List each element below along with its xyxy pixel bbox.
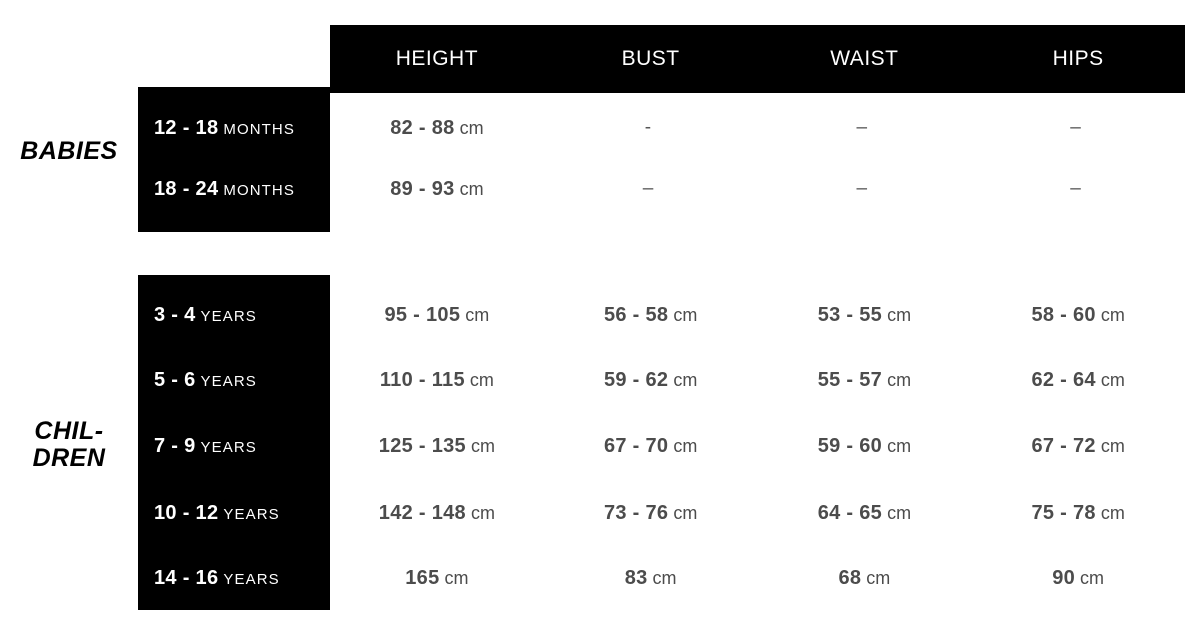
- cell-unit: cm: [465, 304, 490, 325]
- table-row: [138, 349, 1185, 411]
- row-unit: YEARS: [223, 505, 280, 523]
- row-unit: YEARS: [223, 570, 280, 588]
- group-label-children: [0, 418, 138, 472]
- table-row: [138, 482, 1185, 544]
- cell-height: [330, 502, 544, 525]
- row-label: [138, 178, 330, 201]
- table-row: [138, 97, 1185, 159]
- row-age: 3 - 4: [154, 303, 196, 326]
- row-cells: [330, 415, 1185, 477]
- cell-bust: [544, 178, 758, 200]
- row-cells: [330, 547, 1185, 609]
- table-row: [138, 284, 1185, 346]
- group-label-children-line1: CHIL-: [34, 417, 104, 445]
- cell-value: 58 - 60: [1031, 303, 1096, 326]
- cell-value: 55 - 57: [817, 368, 883, 391]
- cell-value: 125 - 135: [378, 434, 466, 457]
- cell-unit: cm: [1100, 502, 1125, 523]
- cell-hips: [971, 178, 1185, 200]
- row-age: 14 - 16: [154, 566, 219, 589]
- cell-height: [330, 567, 544, 590]
- table-row: [138, 158, 1185, 220]
- cell-value: 67 - 70: [603, 434, 669, 457]
- row-age: 5 - 6: [154, 368, 196, 391]
- table-row: [138, 415, 1185, 477]
- cell-unit: cm: [887, 304, 912, 325]
- cell-unit: cm: [1080, 567, 1105, 588]
- cell-unit: cm: [470, 502, 495, 523]
- row-cells: [330, 158, 1185, 220]
- cell-value: 64 - 65: [817, 501, 883, 524]
- cell-unit: cm: [887, 369, 912, 390]
- cell-unit: cm: [459, 117, 484, 138]
- cell-hips: [971, 502, 1185, 525]
- cell-value: 62 - 64: [1031, 368, 1096, 391]
- cell-value: 56 - 58: [603, 303, 669, 326]
- cell-value: –: [856, 117, 868, 138]
- row-unit: YEARS: [200, 307, 257, 325]
- group-label-children-line2: DREN: [32, 444, 106, 472]
- cell-unit: cm: [887, 502, 912, 523]
- row-cells: [330, 97, 1185, 159]
- cell-unit: cm: [866, 567, 891, 588]
- cell-bust: [544, 369, 758, 392]
- cell-hips: [971, 117, 1185, 139]
- cell-hips: [971, 435, 1185, 458]
- cell-bust: [544, 117, 758, 139]
- cell-value: –: [642, 178, 654, 199]
- column-header-row: [330, 25, 1185, 93]
- row-age: 10 - 12: [154, 501, 219, 524]
- cell-unit: cm: [444, 567, 469, 588]
- cell-value: –: [1070, 117, 1082, 138]
- cell-value: 95 - 105: [384, 303, 461, 326]
- cell-waist: [758, 502, 972, 525]
- cell-value: 59 - 60: [817, 434, 883, 457]
- cell-waist: [758, 178, 972, 200]
- table-row: [138, 547, 1185, 609]
- cell-value: 68: [838, 566, 862, 589]
- cell-waist: [758, 435, 972, 458]
- cell-unit: cm: [673, 502, 698, 523]
- cell-hips: [971, 369, 1185, 392]
- column-header-waist: WAIST: [830, 47, 899, 70]
- cell-value: 83: [624, 566, 648, 589]
- cell-value: 110 - 115: [379, 368, 465, 391]
- group-label-babies: [0, 138, 138, 165]
- row-age: 7 - 9: [154, 434, 196, 457]
- cell-waist: [758, 369, 972, 392]
- cell-value: 89 - 93: [390, 177, 455, 200]
- row-cells: [330, 482, 1185, 544]
- cell-value: –: [856, 178, 868, 199]
- cell-unit: cm: [652, 567, 677, 588]
- cell-hips: [971, 567, 1185, 590]
- row-label: [138, 117, 330, 140]
- row-label: [138, 369, 330, 392]
- cell-unit: cm: [1100, 304, 1125, 325]
- cell-value: –: [1070, 178, 1082, 199]
- cell-height: [330, 178, 544, 201]
- column-header-height: HEIGHT: [395, 47, 479, 70]
- cell-value: 90: [1052, 566, 1076, 589]
- row-label: [138, 304, 330, 327]
- cell-value: 165: [405, 566, 440, 589]
- cell-unit: cm: [673, 369, 698, 390]
- cell-height: [330, 369, 544, 392]
- column-header-hips: HIPS: [1052, 47, 1104, 70]
- cell-unit: cm: [887, 435, 912, 456]
- cell-bust: [544, 567, 758, 590]
- cell-waist: [758, 567, 972, 590]
- cell-unit: cm: [1100, 369, 1125, 390]
- row-cells: [330, 284, 1185, 346]
- row-age: 12 - 18: [154, 116, 219, 139]
- row-cells: [330, 349, 1185, 411]
- row-unit: YEARS: [200, 438, 257, 456]
- cell-value: 67 - 72: [1031, 434, 1096, 457]
- cell-height: [330, 435, 544, 458]
- cell-value: 75 - 78: [1031, 501, 1096, 524]
- cell-unit: cm: [469, 369, 494, 390]
- cell-unit: cm: [459, 178, 484, 199]
- row-label: [138, 502, 330, 525]
- row-age: 18 - 24: [154, 177, 219, 200]
- column-header-bust: BUST: [621, 47, 680, 70]
- cell-hips: [971, 304, 1185, 327]
- cell-height: [330, 304, 544, 327]
- row-label: [138, 567, 330, 590]
- cell-value: 82 - 88: [390, 116, 455, 139]
- cell-bust: [544, 435, 758, 458]
- cell-unit: cm: [1100, 435, 1125, 456]
- group-label-babies-line1: BABIES: [20, 137, 118, 165]
- cell-value: 142 - 148: [378, 501, 466, 524]
- cell-unit: cm: [470, 435, 495, 456]
- cell-unit: cm: [673, 435, 698, 456]
- cell-value: 73 - 76: [603, 501, 669, 524]
- row-unit: MONTHS: [223, 181, 295, 199]
- row-label: [138, 435, 330, 458]
- row-unit: MONTHS: [223, 120, 295, 138]
- row-unit: YEARS: [200, 372, 257, 390]
- cell-bust: [544, 304, 758, 327]
- cell-waist: [758, 117, 972, 139]
- cell-value: -: [644, 117, 652, 138]
- cell-value: 59 - 62: [603, 368, 669, 391]
- cell-value: 53 - 55: [817, 303, 883, 326]
- cell-waist: [758, 304, 972, 327]
- cell-height: [330, 117, 544, 140]
- cell-unit: cm: [673, 304, 698, 325]
- cell-bust: [544, 502, 758, 525]
